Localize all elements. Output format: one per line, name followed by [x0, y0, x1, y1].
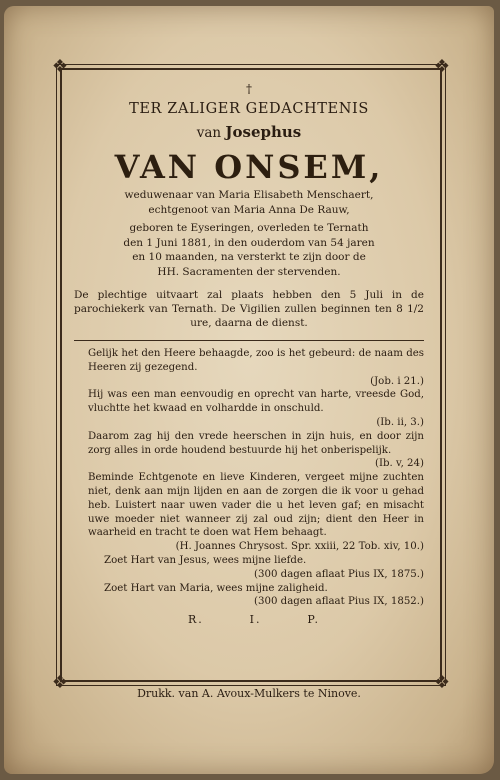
corner-ornament-icon: ❖ — [433, 672, 451, 693]
bio-line: echtgenoot van Maria Anna De Rauw, — [148, 203, 350, 216]
verse-text: Beminde Echtgenote en lieve Kinderen, vergeet mijne zuchten niet, denk aan mijn lijden en aan de zorgen die ik voor u gehad heb. Luistert naar uwen vader die u het leven gaf; en misacht uwe moeder niet wanneer zij zal oud zijn; dient den Heer in waarheid en tracht te doen wat Hem behaagt. — [88, 472, 424, 539]
prayer — [74, 554, 424, 582]
verse — [74, 471, 424, 554]
funeral-notice: De plechtige uitvaart zal plaats hebben den 5 Juli in de parochiekerk van Ternath. De Vigilien zullen beginnen ten 8 1/2 ure, daarna de dienst. — [74, 289, 424, 329]
prayer-text: Zoet Hart van Jesus, wees mijne liefde. — [104, 554, 307, 566]
scripture-verses — [74, 347, 424, 609]
memorial-card — [4, 6, 494, 774]
corner-ornament-icon: ❖ — [51, 56, 69, 77]
verse-reference: (Job. i 21.) — [370, 375, 424, 387]
bio-line: weduwenaar van Maria Elisabeth Menschaert, — [124, 189, 374, 201]
prayer-text: Zoet Hart van Maria, wees mijne zaligheid. — [104, 582, 328, 594]
card-content — [74, 78, 424, 626]
verse-text: Gelijk het den Heere behaagde, zoo is het gebeurd: de naam des Heeren zij gezegend. — [88, 348, 424, 373]
prayer-indulgence: (300 dagen aflaat Pius IX, 1875.) — [254, 568, 424, 580]
verse — [74, 430, 424, 471]
dedication-heading: TER ZALIGER GEDACHTENIS — [129, 101, 369, 117]
rip-letter: R. — [188, 613, 204, 627]
verse-text: Daarom zag hij den vrede heerschen in zijn huis, en door zijn zorg alles in orde houdend bestuurde hij het onberispelijk. — [88, 430, 424, 456]
bio-line: HH. Sacramenten der stervenden. — [157, 265, 341, 278]
bio-line: geboren te Eyseringen, overleden te Ternath — [129, 222, 369, 234]
verse — [74, 347, 424, 388]
prayer-indulgence: (300 dagen aflaat Pius IX, 1852.) — [254, 596, 424, 608]
printer-credit: Drukk. van A. Avoux-Mulkers te Ninove. — [137, 687, 361, 700]
prayer — [74, 582, 424, 610]
corner-ornament-icon: ❖ — [433, 56, 451, 77]
van-label: van — [196, 125, 222, 141]
verse-reference: (Ib. v, 24) — [375, 458, 424, 470]
verse — [74, 388, 424, 429]
corner-ornament-icon: ❖ — [51, 672, 69, 693]
verse-reference: (Ib. ii, 3.) — [376, 416, 424, 428]
cross-icon: † — [246, 82, 252, 96]
verse-text: Hij was een man eenvoudig en oprecht van harte, vreesde God, vluchtte het kwaad en volhardde in onschuld. — [88, 389, 424, 415]
divider — [74, 340, 424, 341]
first-name: Josephus — [225, 123, 302, 141]
deceased-first-name-line — [74, 124, 424, 142]
rip-letter: I. — [249, 613, 262, 627]
rip-letter: P. — [307, 613, 320, 627]
biography — [74, 188, 424, 279]
surname: VAN ONSEM, — [114, 148, 384, 186]
verse-reference: (H. Joannes Chrysost. Spr. xxiii, 22 Tob. xiv, 10.) — [175, 541, 424, 553]
bio-line: en 10 maanden, na versterkt te zijn door de — [132, 251, 366, 263]
rip-line — [178, 613, 320, 626]
bio-line: den 1 Juni 1881, in den ouderdom van 54 jaren — [123, 236, 375, 249]
